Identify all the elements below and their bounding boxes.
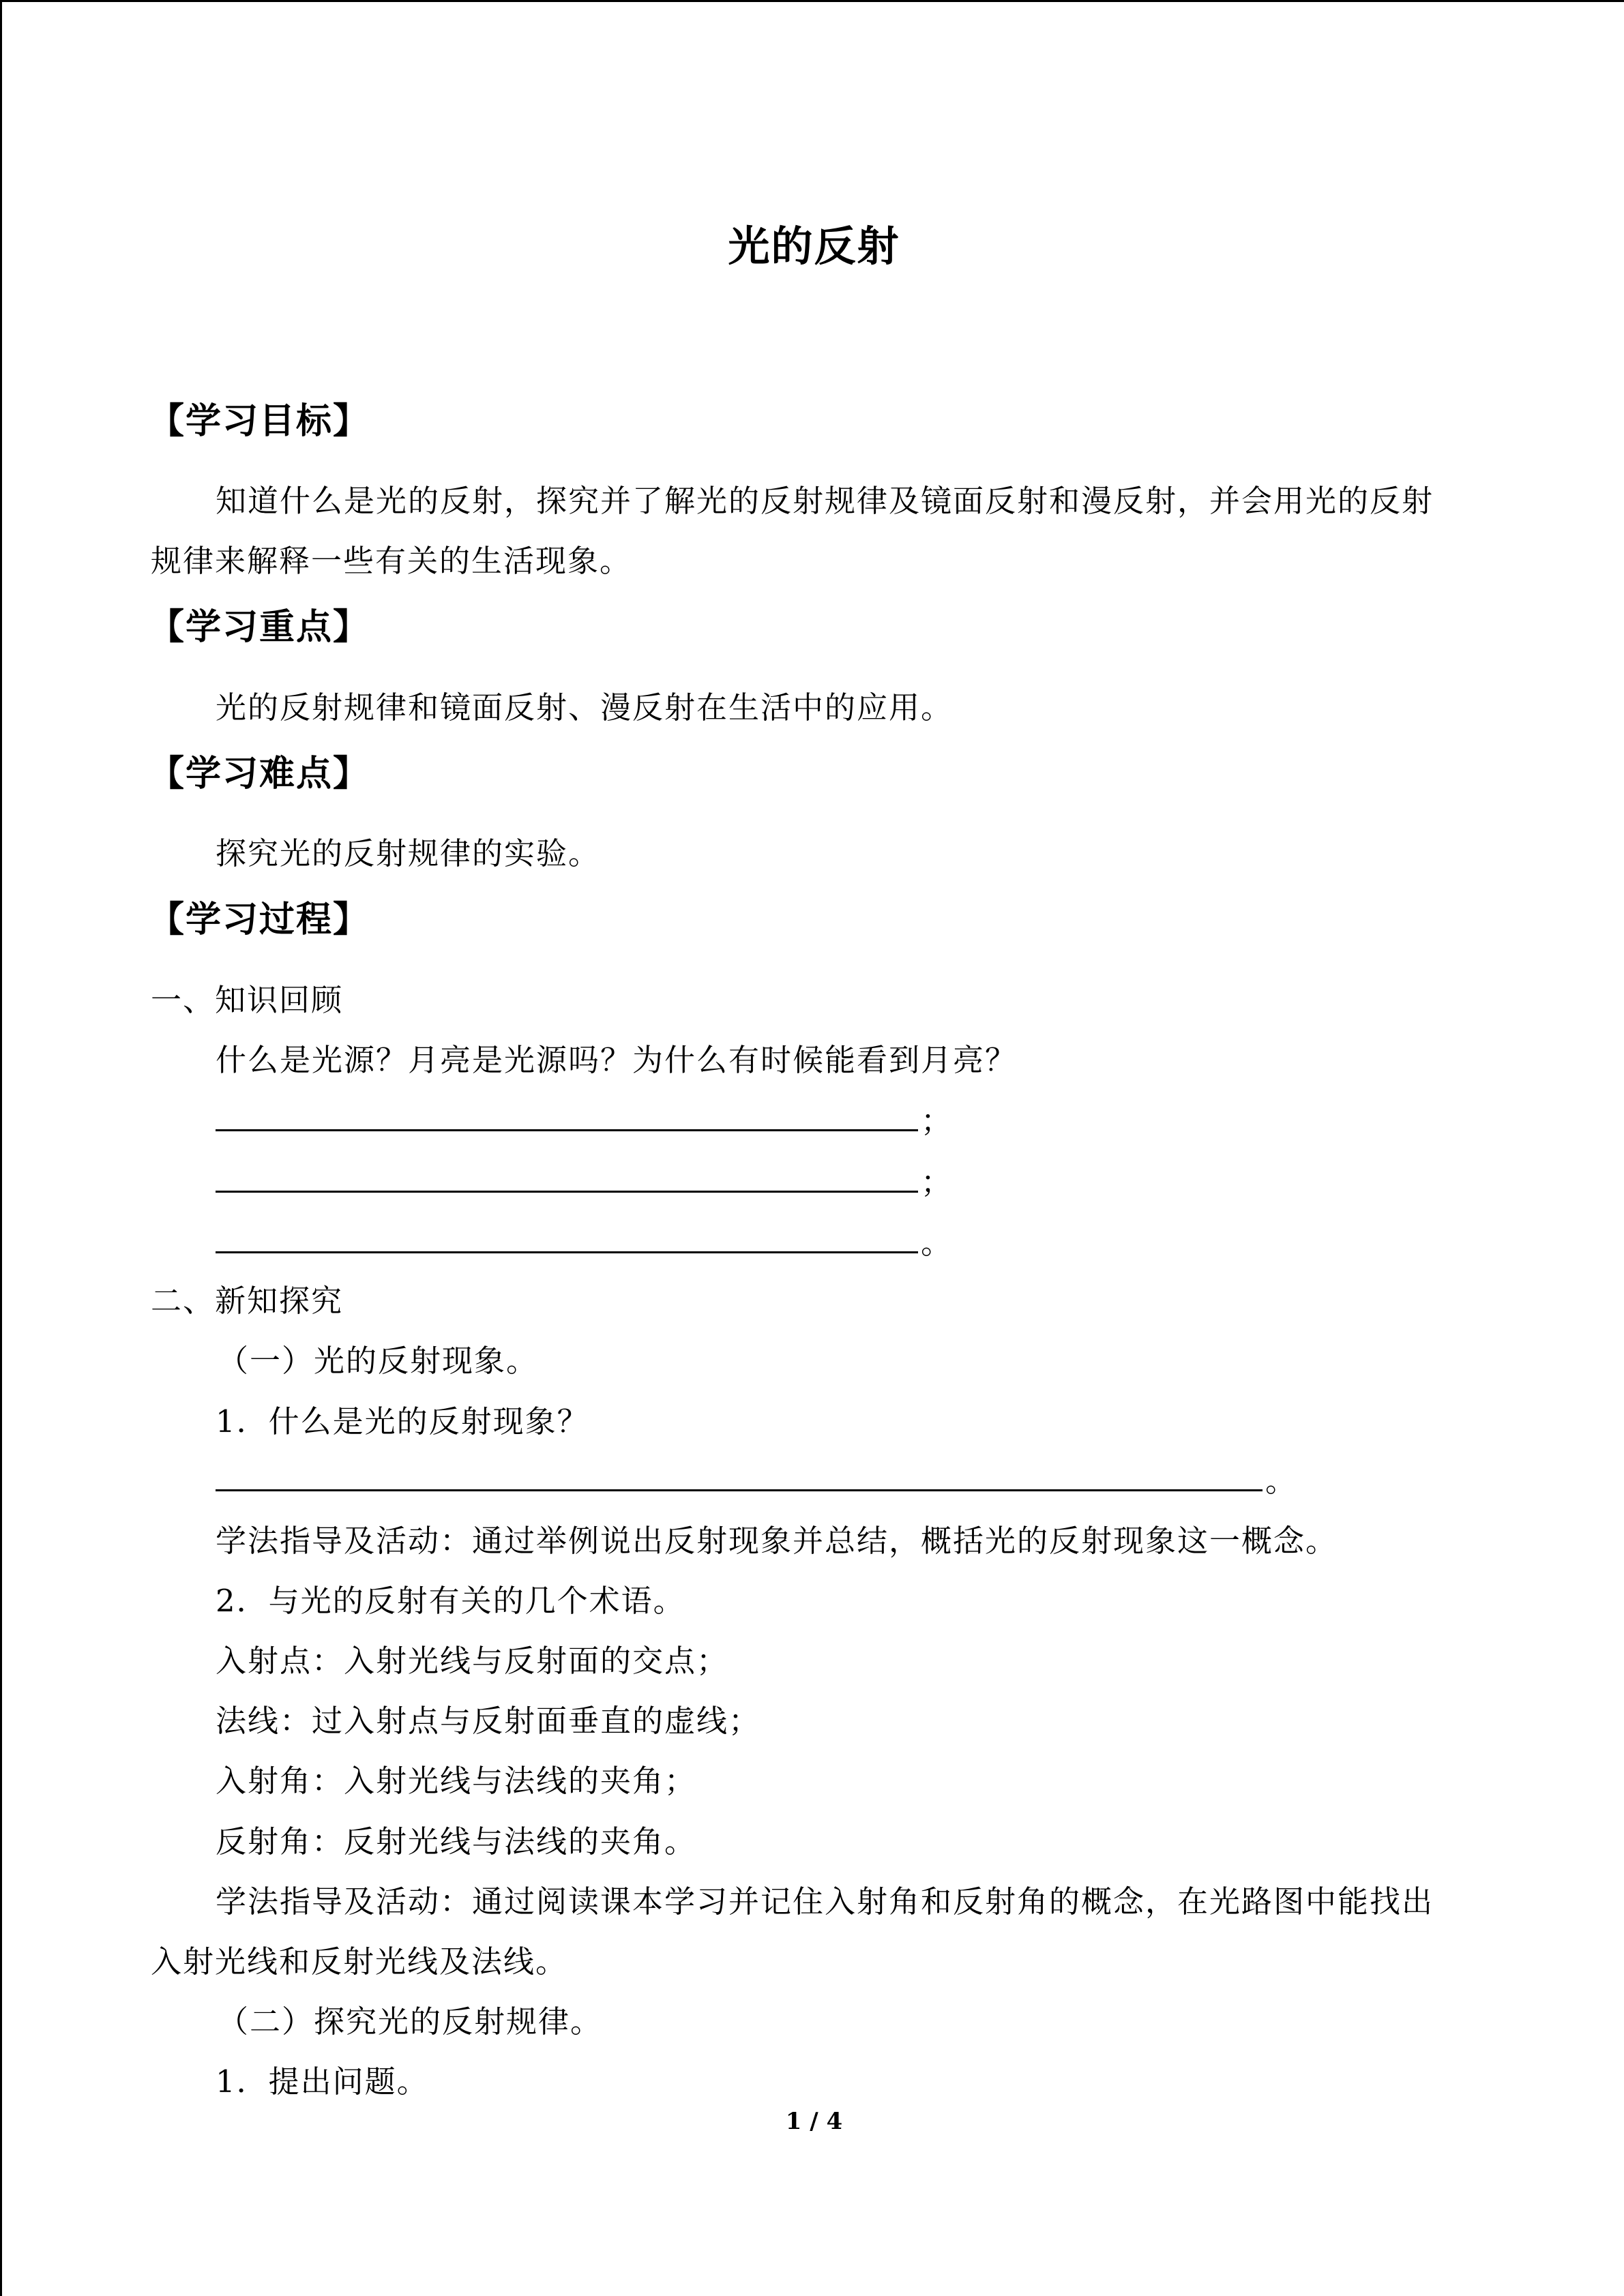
guide-2-line-2: 入射光线和反射光线及法线。 <box>151 1943 568 1980</box>
step-1: 1．提出问题。 <box>216 2063 429 2100</box>
page-title: 光的反射 <box>728 222 900 271</box>
heading-difficulty: 【学习难点】 <box>149 754 370 794</box>
answer-line <box>216 1462 1263 1491</box>
answer-blank-1[interactable] <box>216 1096 951 1140</box>
answer-line <box>216 1163 918 1193</box>
question-2: 2．与光的反射有关的几个术语。 <box>216 1583 685 1619</box>
goal-text-line-2: 规律来解释一些有关的生活现象。 <box>151 543 632 579</box>
term-incident-point: 入射点：入射光线与反射面的交点； <box>216 1643 729 1679</box>
key-point-text: 光的反射规律和镜面反射、漫反射在生活中的应用。 <box>216 689 954 726</box>
answer-line <box>216 1224 918 1253</box>
answer-punct: 。 <box>1265 1463 1297 1499</box>
term-reflection-angle: 反射角：反射光线与法线的夹角。 <box>216 1823 697 1860</box>
answer-punct: ； <box>921 1164 952 1200</box>
answer-line <box>216 1102 918 1131</box>
explore-title: 二、新知探究 <box>151 1283 344 1319</box>
answer-blank-4[interactable] <box>216 1456 1296 1500</box>
goal-text-line-1: 知道什么是光的反射，探究并了解光的反射规律及镜面反射和漫反射，并会用光的反射 <box>216 483 1434 519</box>
heading-process: 【学习过程】 <box>149 899 370 940</box>
term-normal-line: 法线：过入射点与反射面垂直的虚线； <box>216 1703 761 1739</box>
term-incident-angle: 入射角：入射光线与法线的夹角； <box>216 1763 697 1799</box>
page-number: 1 / 4 <box>785 2108 843 2135</box>
difficulty-text: 探究光的反射规律的实验。 <box>216 835 601 871</box>
answer-blank-2[interactable] <box>216 1157 951 1202</box>
heading-learning-goal: 【学习目标】 <box>149 401 370 442</box>
part1-title: （一）光的反射现象。 <box>218 1343 539 1379</box>
part2-title: （二）探究光的反射规律。 <box>218 2003 603 2040</box>
guide-1: 学法指导及活动：通过举例说出反射现象并总结，概括光的反射现象这一概念。 <box>216 1523 1338 1559</box>
answer-blank-3[interactable] <box>216 1218 951 1262</box>
review-title: 一、知识回顾 <box>151 982 344 1018</box>
answer-punct: 。 <box>921 1225 952 1261</box>
guide-2-line-1: 学法指导及活动：通过阅读课本学习并记住入射角和反射角的概念，在光路图中能找出 <box>216 1883 1434 1920</box>
heading-key-point: 【学习重点】 <box>149 607 370 648</box>
answer-punct: ； <box>921 1103 952 1139</box>
question-1: 1．什么是光的反射现象？ <box>216 1403 589 1440</box>
review-question: 什么是光源？月亮是光源吗？为什么有时候能看到月亮？ <box>216 1042 1018 1078</box>
